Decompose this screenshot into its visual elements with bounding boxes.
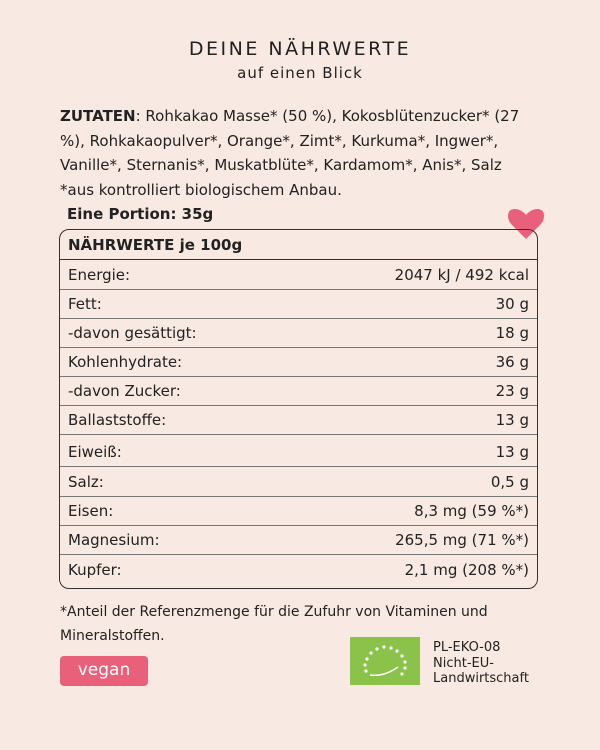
nutrient-name: Kohlenhydrate:	[68, 353, 183, 371]
nutrient-value: 36 g	[495, 353, 529, 371]
nutrient-value: 30 g	[495, 295, 529, 313]
table-row	[60, 555, 537, 584]
table-row	[60, 434, 537, 467]
nutrient-name: Eiweiß:	[68, 443, 122, 461]
nutrition-table-title: NÄHRWERTE je 100g	[68, 236, 243, 254]
nutrient-name: Magnesium:	[68, 531, 160, 549]
nutrient-name: Ballaststoffe:	[68, 411, 167, 429]
ingredients-label: ZUTATEN	[60, 107, 136, 125]
table-row	[60, 467, 537, 497]
nutrient-value: 0,5 g	[490, 473, 529, 491]
eu-organic-leaf-icon	[350, 637, 420, 685]
table-row	[60, 525, 537, 555]
nutrient-name: Eisen:	[68, 502, 114, 520]
nutrient-name: -davon Zucker:	[68, 382, 181, 400]
nutrient-value: 265,5 mg (71 %*)	[395, 531, 529, 549]
eco-code: PL-EKO-08	[433, 640, 501, 655]
nutrition-table-header	[60, 230, 537, 260]
nutrient-value: 13 g	[495, 443, 529, 461]
page-title: DEINE NÄHRWERTE	[188, 38, 412, 60]
nutrient-name: Salz:	[68, 473, 104, 491]
table-row	[60, 496, 537, 526]
nutrient-value: 2,1 mg (208 %*)	[404, 561, 529, 579]
nutrient-value: 13 g	[495, 411, 529, 429]
table-row	[60, 405, 537, 435]
table-row	[60, 260, 537, 290]
table-row	[60, 318, 537, 348]
nutrient-name: Kupfer:	[68, 561, 122, 579]
nutrient-name: Fett:	[68, 295, 102, 313]
ingredients-block	[60, 104, 540, 202]
nutrient-value: 18 g	[495, 324, 529, 342]
reference-footnote: *Anteil der Referenzmenge für die Zufuhr von Vitaminen und Mineralstoffen.	[60, 604, 488, 644]
page-subtitle: auf einen Blick	[237, 64, 363, 82]
nutrient-name: -davon gesättigt:	[68, 324, 197, 342]
eco-origin-line1: Nicht-EU-	[433, 655, 494, 671]
vegan-badge: vegan	[60, 656, 148, 686]
table-row	[60, 347, 537, 377]
ingredients-note: *aus kontrolliert biologischem Anbau.	[60, 180, 342, 199]
ingredients-text: : Rohkakao Masse* (50 %), Kokosblütenzucker* (27 %), Rohkakaopulver*, Orange*, Zimt*, Kurkuma*, Ingwer*, Vanille*, Sternanis*, Muskatblüte*, Kardamom*, Anis*, Salz	[60, 107, 520, 174]
eco-origin-line2: Landwirtschaft	[433, 671, 529, 686]
nutrient-value: 23 g	[495, 382, 529, 400]
table-row	[60, 376, 537, 406]
portion-size: Eine Portion: 35g	[67, 205, 214, 223]
nutrient-value: 2047 kJ / 492 kcal	[394, 266, 529, 284]
eco-certification	[433, 640, 529, 687]
nutrition-table	[59, 229, 538, 589]
nutrient-name: Energie:	[68, 266, 131, 284]
table-row	[60, 289, 537, 319]
nutrient-value: 8,3 mg (59 %*)	[414, 502, 529, 520]
